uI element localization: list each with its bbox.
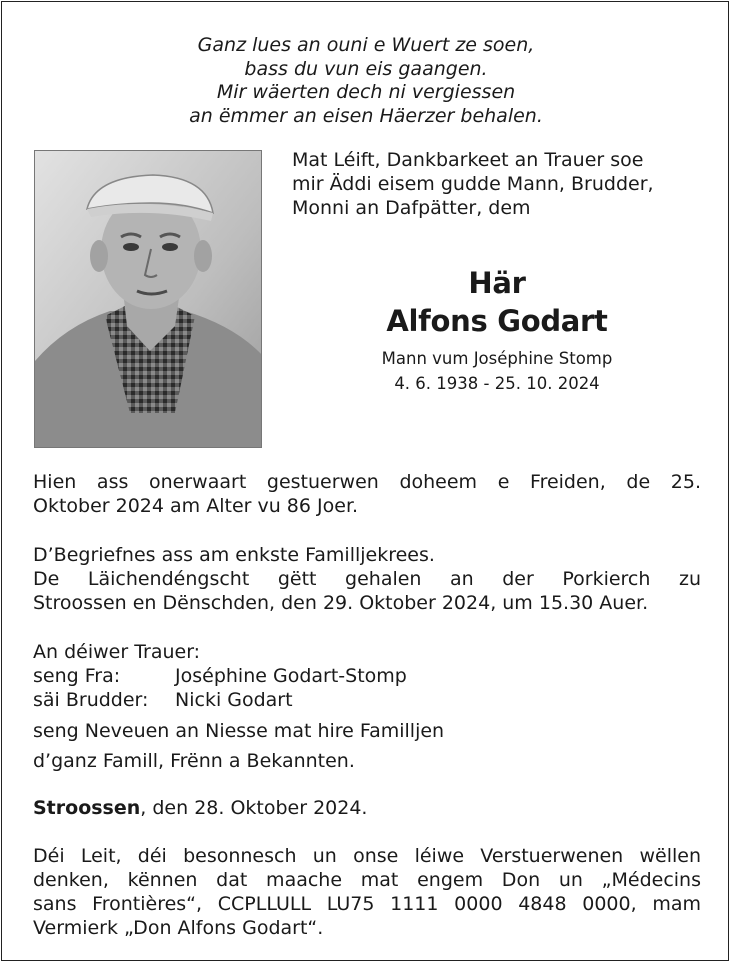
mourners-heading: An déiwer Trauer: (33, 641, 201, 663)
poem-line: an ëmmer an eisen Häerzer behalen. (189, 104, 543, 127)
funeral-line: D’Begriefnes ass am enkste Familljekrees. (33, 544, 435, 566)
mourner-relation: seng Fra: (33, 665, 121, 687)
spouse-line: Mann vum Joséphine Stomp (381, 349, 613, 368)
mourners-line: seng Neveuen an Niesse mat hire Familljen (33, 720, 445, 742)
donation-line: denken, kënnen dat maache mat engem Don un „Médecins (33, 869, 701, 891)
mourners (33, 640, 701, 773)
date-text: , den 28. Oktober 2024. (140, 797, 368, 819)
mourners-line: d’ganz Famill, Frënn a Bekannten. (33, 750, 355, 772)
poem-line: Ganz lues an ouni e Wuert ze soen, (197, 34, 535, 56)
death-notice-line: Oktober 2024 am Alter vu 86 Joer. (33, 495, 359, 517)
intro-line: Mat Léift, Dankbarkeet an Trauer soe (292, 149, 644, 171)
funeral-line: De Läichendéngscht gëtt gehalen an der Porkierch zu (33, 568, 701, 590)
donation-line: Vermierk „Don Alfons Godart“. (33, 917, 324, 939)
donation-line: sans Frontières“, CCPLLULL LU75 1111 0000 4848 0000, mam (33, 893, 701, 915)
intro-line: Monni an Dafpätter, dem (292, 197, 531, 219)
portrait-photo (34, 150, 262, 448)
poem-line: Mir wäerten dech ni vergiessen (216, 81, 516, 103)
donation-info (33, 844, 701, 940)
honorific: Här (468, 266, 526, 300)
deceased-block (292, 264, 702, 396)
funeral-line: Stroossen en Dënschden, den 29. Oktober 2024, um 15.30 Auer. (33, 592, 649, 614)
mourner-name: Joséphine Godart-Stomp (175, 665, 407, 687)
life-dates: 4. 6. 1938 - 25. 10. 2024 (394, 374, 600, 393)
place-date (33, 796, 701, 820)
intro-line: mir Äddi eisem gudde Mann, Brudder, (292, 173, 654, 195)
place-name: Stroossen (33, 797, 141, 819)
poem-line: bass du vun eis gaangen. (244, 57, 488, 80)
obituary-notice (1, 1, 729, 961)
death-notice-line: Hien ass onerwaart gestuerwen doheem e Freiden, de 25. (33, 471, 701, 493)
donation-line: Déi Leit, déi besonnesch un onse léiwe Verstuerwenen wëllen (33, 845, 701, 867)
deceased-name: Alfons Godart (386, 304, 608, 338)
mourner-row (33, 688, 701, 712)
funeral-info (33, 543, 701, 615)
mourner-relation: säi Brudder: (33, 689, 149, 711)
intro-text (292, 148, 712, 220)
death-notice (33, 470, 701, 518)
poem (2, 34, 730, 128)
mourner-name: Nicki Godart (175, 689, 293, 711)
mourner-row (33, 664, 701, 688)
